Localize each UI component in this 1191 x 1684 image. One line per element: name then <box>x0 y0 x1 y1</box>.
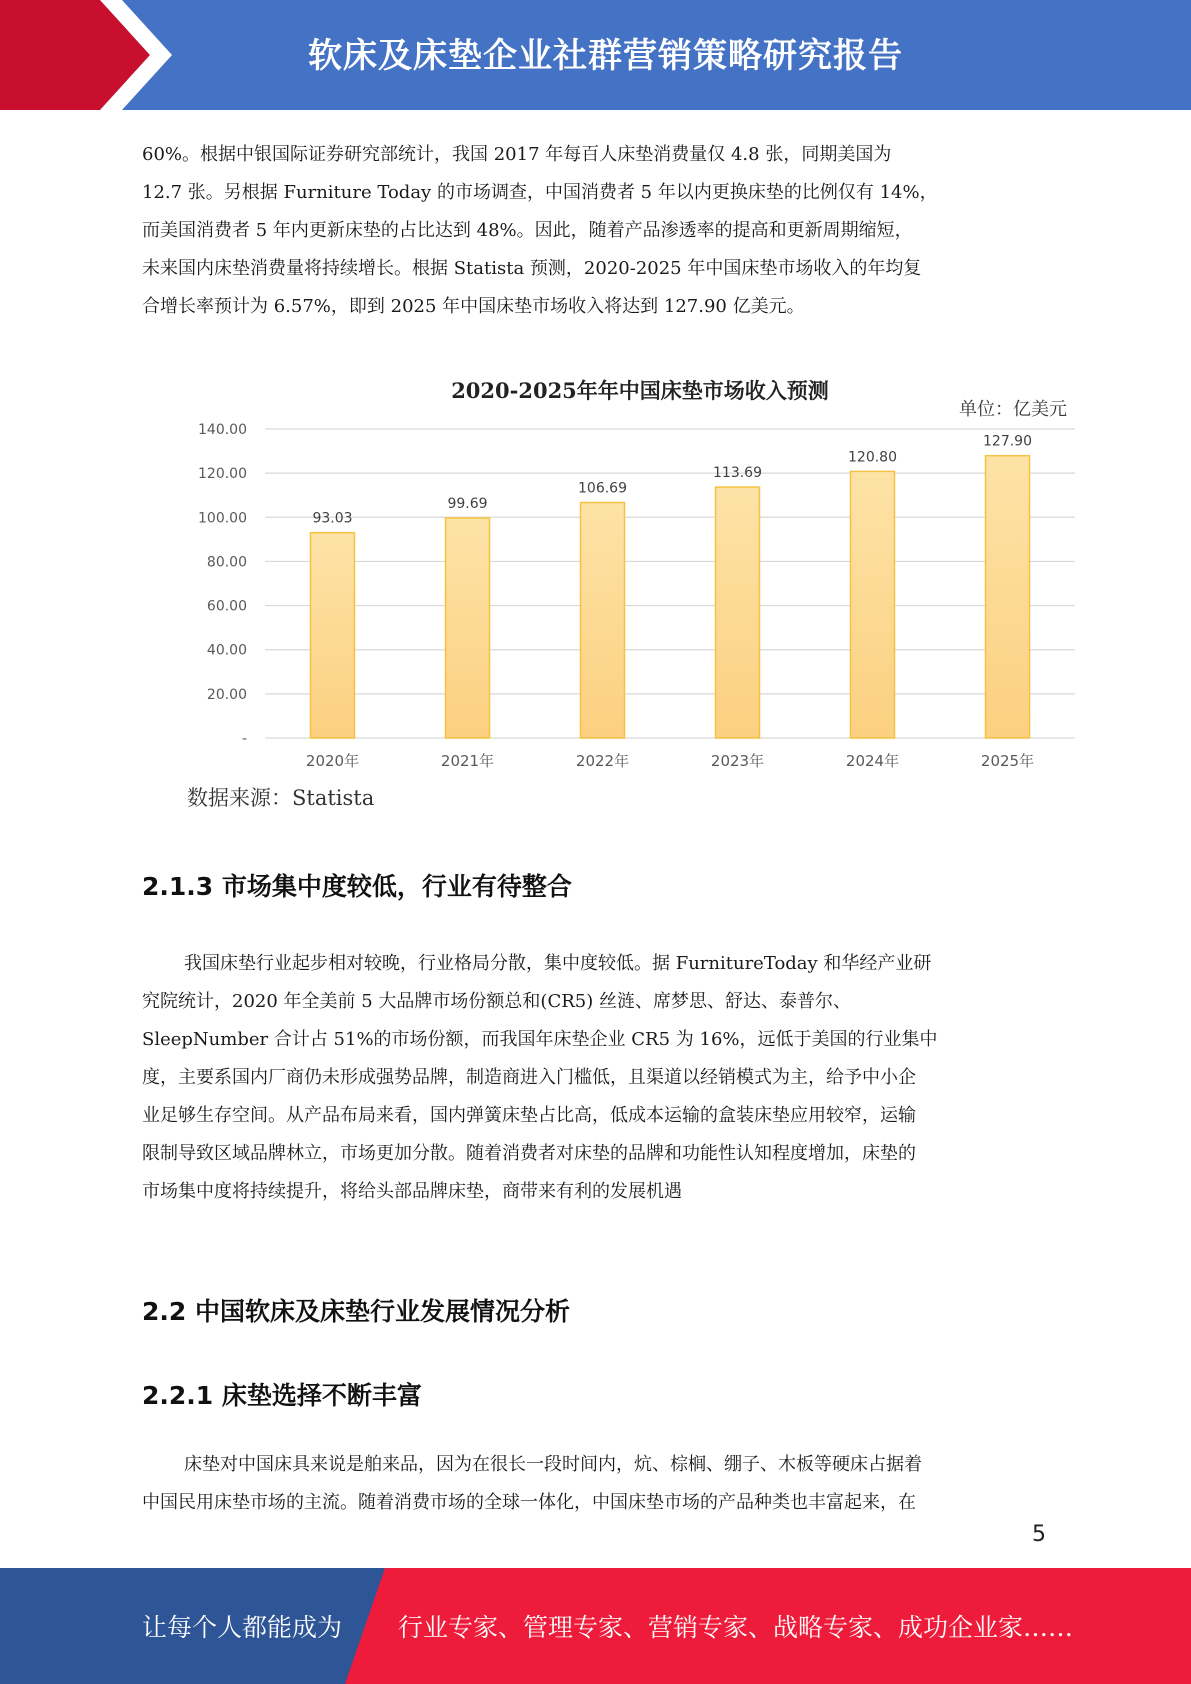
x-category-label: 2020年 <box>305 752 360 770</box>
x-category-label: 2023年 <box>710 752 765 770</box>
y-tick-label: 20.00 <box>206 686 247 703</box>
revenue-bar-chart <box>170 365 1090 785</box>
paragraph-line: 限制导致区域品牌林立，市场更加分散。随着消费者对床垫的品牌和功能性认知程度增加，床垫的 <box>142 1143 916 1164</box>
section-heading-2-2-1: 2.2.1 床垫选择不断丰富 <box>142 1381 422 1410</box>
intro-paragraph <box>142 136 1047 326</box>
bar-value-label: 120.80 <box>848 449 897 466</box>
bar-2022年 <box>581 503 625 738</box>
bar-2025年 <box>986 456 1030 738</box>
paragraph-line: SleepNumber 合计占 51%的市场份额，而我国年床垫企业 CR5 为 16%，远低于美国的行业集中 <box>142 1029 938 1050</box>
x-category-label: 2024年 <box>845 752 900 770</box>
footer-slogan-right: 行业专家、管理专家、营销专家、战略专家、成功企业家…… <box>398 1613 1074 1642</box>
section-heading-2-2: 2.2 中国软床及床垫行业发展情况分析 <box>142 1297 570 1326</box>
chart-unit-label: 单位：亿美元 <box>959 399 1067 420</box>
chart-title: 2020-2025年年中国床垫市场收入预测 <box>451 378 829 403</box>
x-category-label: 2022年 <box>575 752 630 770</box>
x-category-label: 2025年 <box>980 752 1035 770</box>
bar-2021年 <box>446 518 490 738</box>
paragraph-line: 我国床垫行业起步相对较晚，行业格局分散，集中度较低。据 FurnitureToday 和华经产业研 <box>184 953 932 974</box>
bar-value-label: 127.90 <box>983 433 1032 450</box>
y-tick-label: 80.00 <box>206 554 247 571</box>
section-2-1-3-paragraph <box>142 945 1047 1211</box>
page-header <box>0 0 1191 110</box>
bar-2020年 <box>311 533 355 738</box>
bar-value-label: 106.69 <box>578 480 627 497</box>
y-tick-label: 60.00 <box>206 598 247 615</box>
y-tick-label: 140.00 <box>198 422 247 438</box>
chart-source-note: 数据来源：Statista <box>187 786 375 810</box>
paragraph-line: 究院统计，2020 年全美前 5 大品牌市场份额总和(CR5) 丝涟、席梦思、舒达、泰普尔、 <box>142 991 851 1012</box>
page-footer <box>0 1568 1191 1684</box>
paragraph-line: 合增长率预计为 6.57%，即到 2025 年中国床垫市场收入将达到 127.90 亿美元。 <box>142 296 805 317</box>
bar-value-label: 113.69 <box>713 465 762 482</box>
paragraph-line: 市场集中度将持续提升，将给头部品牌床垫，商带来有利的发展机遇 <box>142 1181 682 1202</box>
y-tick-label: - <box>241 731 247 747</box>
bar-value-label: 93.03 <box>312 510 353 527</box>
paragraph-line: 业足够生存空间。从产品布局来看，国内弹簧床垫占比高，低成本运输的盒装床垫应用较窄，运输 <box>142 1105 916 1126</box>
bar-2024年 <box>851 471 895 738</box>
y-tick-label: 40.00 <box>206 642 247 659</box>
paragraph-line: 中国民用床垫市场的主流。随着消费市场的全球一体化，中国床垫市场的产品种类也丰富起来，在 <box>142 1492 916 1513</box>
page-number: 5 <box>1032 1522 1046 1547</box>
bar-2023年 <box>716 487 760 738</box>
x-category-label: 2021年 <box>440 752 495 770</box>
paragraph-line: 度，主要系国内厂商仍未形成强势品牌，制造商进入门槛低，且渠道以经销模式为主，给予中小企 <box>142 1067 916 1088</box>
section-2-2-1-paragraph <box>142 1446 1047 1522</box>
paragraph-line: 而美国消费者 5 年内更新床垫的占比达到 48%。因此，随着产品渗透率的提高和更新周期缩短， <box>142 220 913 241</box>
y-tick-label: 100.00 <box>198 510 247 527</box>
y-tick-label: 120.00 <box>198 466 247 483</box>
paragraph-line: 床垫对中国床具来说是舶来品，因为在很长一段时间内，炕、棕榈、绷子、木板等硬床占据着 <box>184 1454 922 1475</box>
document-title: 软床及床垫企业社群营销策略研究报告 <box>308 36 903 76</box>
section-heading-2-1-3: 2.1.3 市场集中度较低，行业有待整合 <box>142 872 572 901</box>
bar-value-label: 99.69 <box>447 495 488 512</box>
footer-slogan-left: 让每个人都能成为 <box>142 1613 343 1642</box>
paragraph-line: 12.7 张。另根据 Furniture Today 的市场调查，中国消费者 5 年以内更换床垫的比例仅有 14%， <box>142 182 938 203</box>
paragraph-line: 60%。根据中银国际证券研究部统计，我国 2017 年每百人床垫消费量仅 4.8 张，同期美国为 <box>142 144 892 165</box>
paragraph-line: 未来国内床垫消费量将持续增长。根据 Statista 预测，2020-2025 年中国床垫市场收入的年均复 <box>142 258 922 279</box>
